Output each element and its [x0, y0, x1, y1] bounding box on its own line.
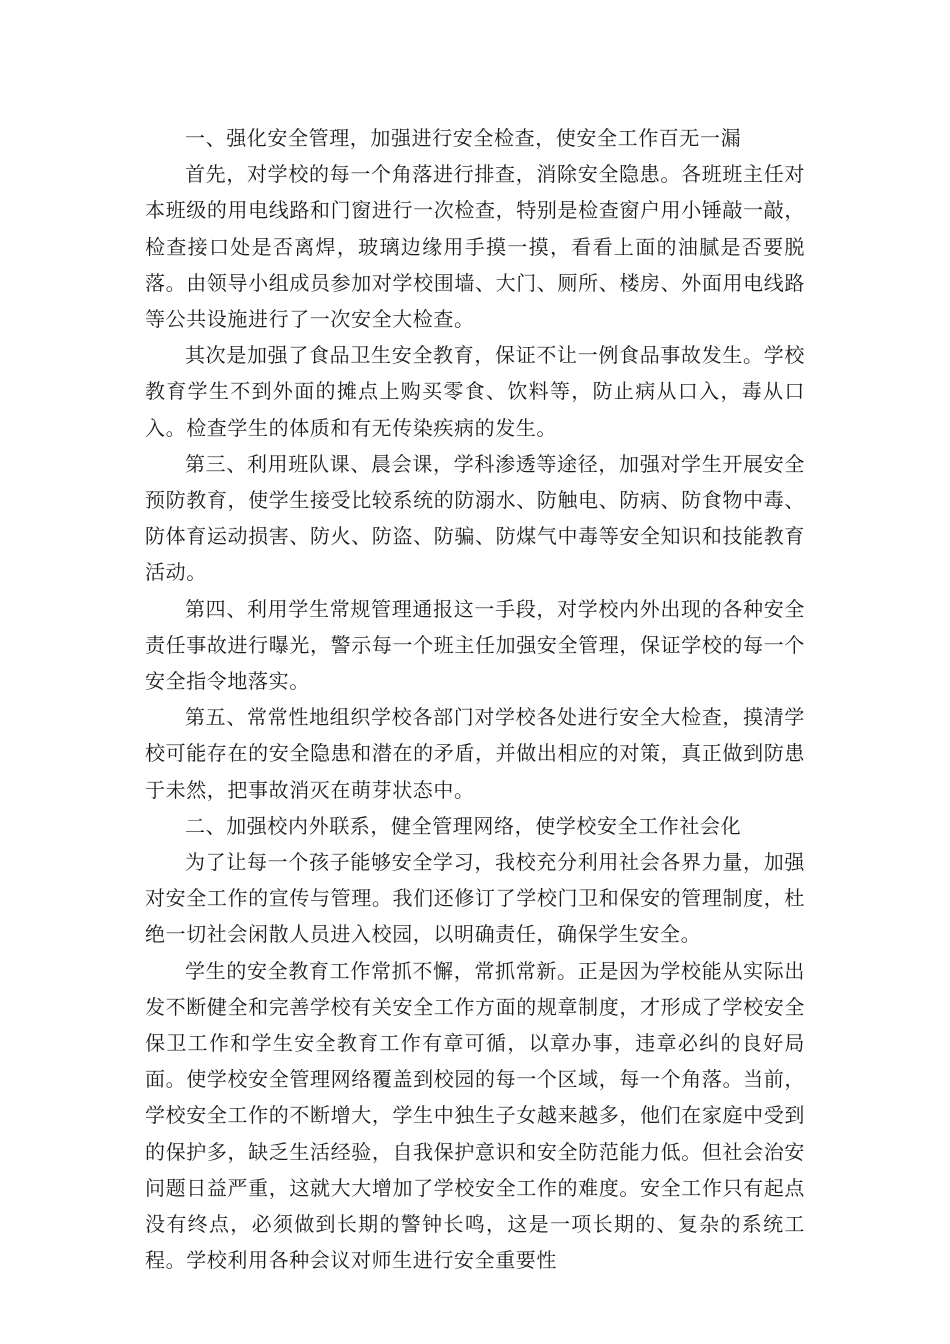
section-heading-2: 二、加强校内外联系，健全管理网络，使学校安全工作社会化 — [185, 813, 742, 838]
document-body — [145, 120, 805, 1279]
paragraph-community: 为了让每一个孩子能够安全学习，我校充分利用社会各界力量，加强对安全工作的宣传与管理。我们还修订了学校门卫和保安的管理制度，杜绝一切社会闲散人员进入校园，以明确责任，确保学生安全。 — [145, 850, 805, 947]
paragraph-third: 第三、利用班队课、晨会课，学科渗透等途径，加强对学生开展安全预防教育，使学生接受比较系统的防溺水、防触电、防病、防食物中毒、防体育运动损害、防火、防盗、防骗、防煤气中毒等安全知识和技能教育活动。 — [145, 451, 805, 585]
paragraph-food-safety: 其次是加强了食品卫生安全教育，保证不让一例食品事故发生。学校教育学生不到外面的摊点上购买零食、饮料等，防止病从口入，毒从口入。检查学生的体质和有无传染疾病的发生。 — [145, 343, 805, 440]
paragraph-fourth: 第四、利用学生常规管理通报这一手段，对学校内外出现的各种安全责任事故进行曝光，警示每一个班主任加强安全管理，保证学校的每一个安全指令地落实。 — [145, 596, 805, 694]
section-heading-1: 一、强化安全管理，加强进行安全检查，使安全工作百无一漏 — [185, 126, 742, 150]
paragraph-education: 学生的安全教育工作常抓不懈，常抓常新。正是因为学校能从实际出发不断健全和完善学校有关安全工作方面的规章制度，才形成了学校安全保卫工作和学生安全教育工作有章可循，以章办事，违章必纠的良好局面。使学校安全管理网络覆盖到校园的每一个区域，每一个角落。当前，学校安全工作的不断增大，学生中独生子女越来越多，他们在家庭中受到的保护多，缺乏生活经验，自我保护意识和安全防范能力低。但社会治安问题日益严重，这就大大增加了学校安全工作的难度。安全工作只有起点没有终点，必须做到长期的警钟长鸣，这是一项长期的、复杂的系统工程。学校利用各种会议对师生进行安全重要性 — [145, 958, 805, 1273]
paragraph-fifth: 第五、常常性地组织学校各部门对学校各处进行安全大检查，摸清学校可能存在的安全隐患和潜在的矛盾，并做出相应的对策，真正做到防患于未然，把事故消灭在萌芽状态中。 — [145, 705, 805, 802]
paragraph-inspection: 首先，对学校的每一个角落进行排查，消除安全隐患。各班班主任对本班级的用电线路和门窗进行一次检查，特别是检查窗户用小锤敲一敲，检查接口处是否离焊，玻璃边缘用手摸一摸，看看上面的油腻是否要脱落。由领导小组成员参加对学校围墙、大门、厕所、楼房、外面用电线路等公共设施进行了一次安全大检查。 — [145, 162, 805, 332]
